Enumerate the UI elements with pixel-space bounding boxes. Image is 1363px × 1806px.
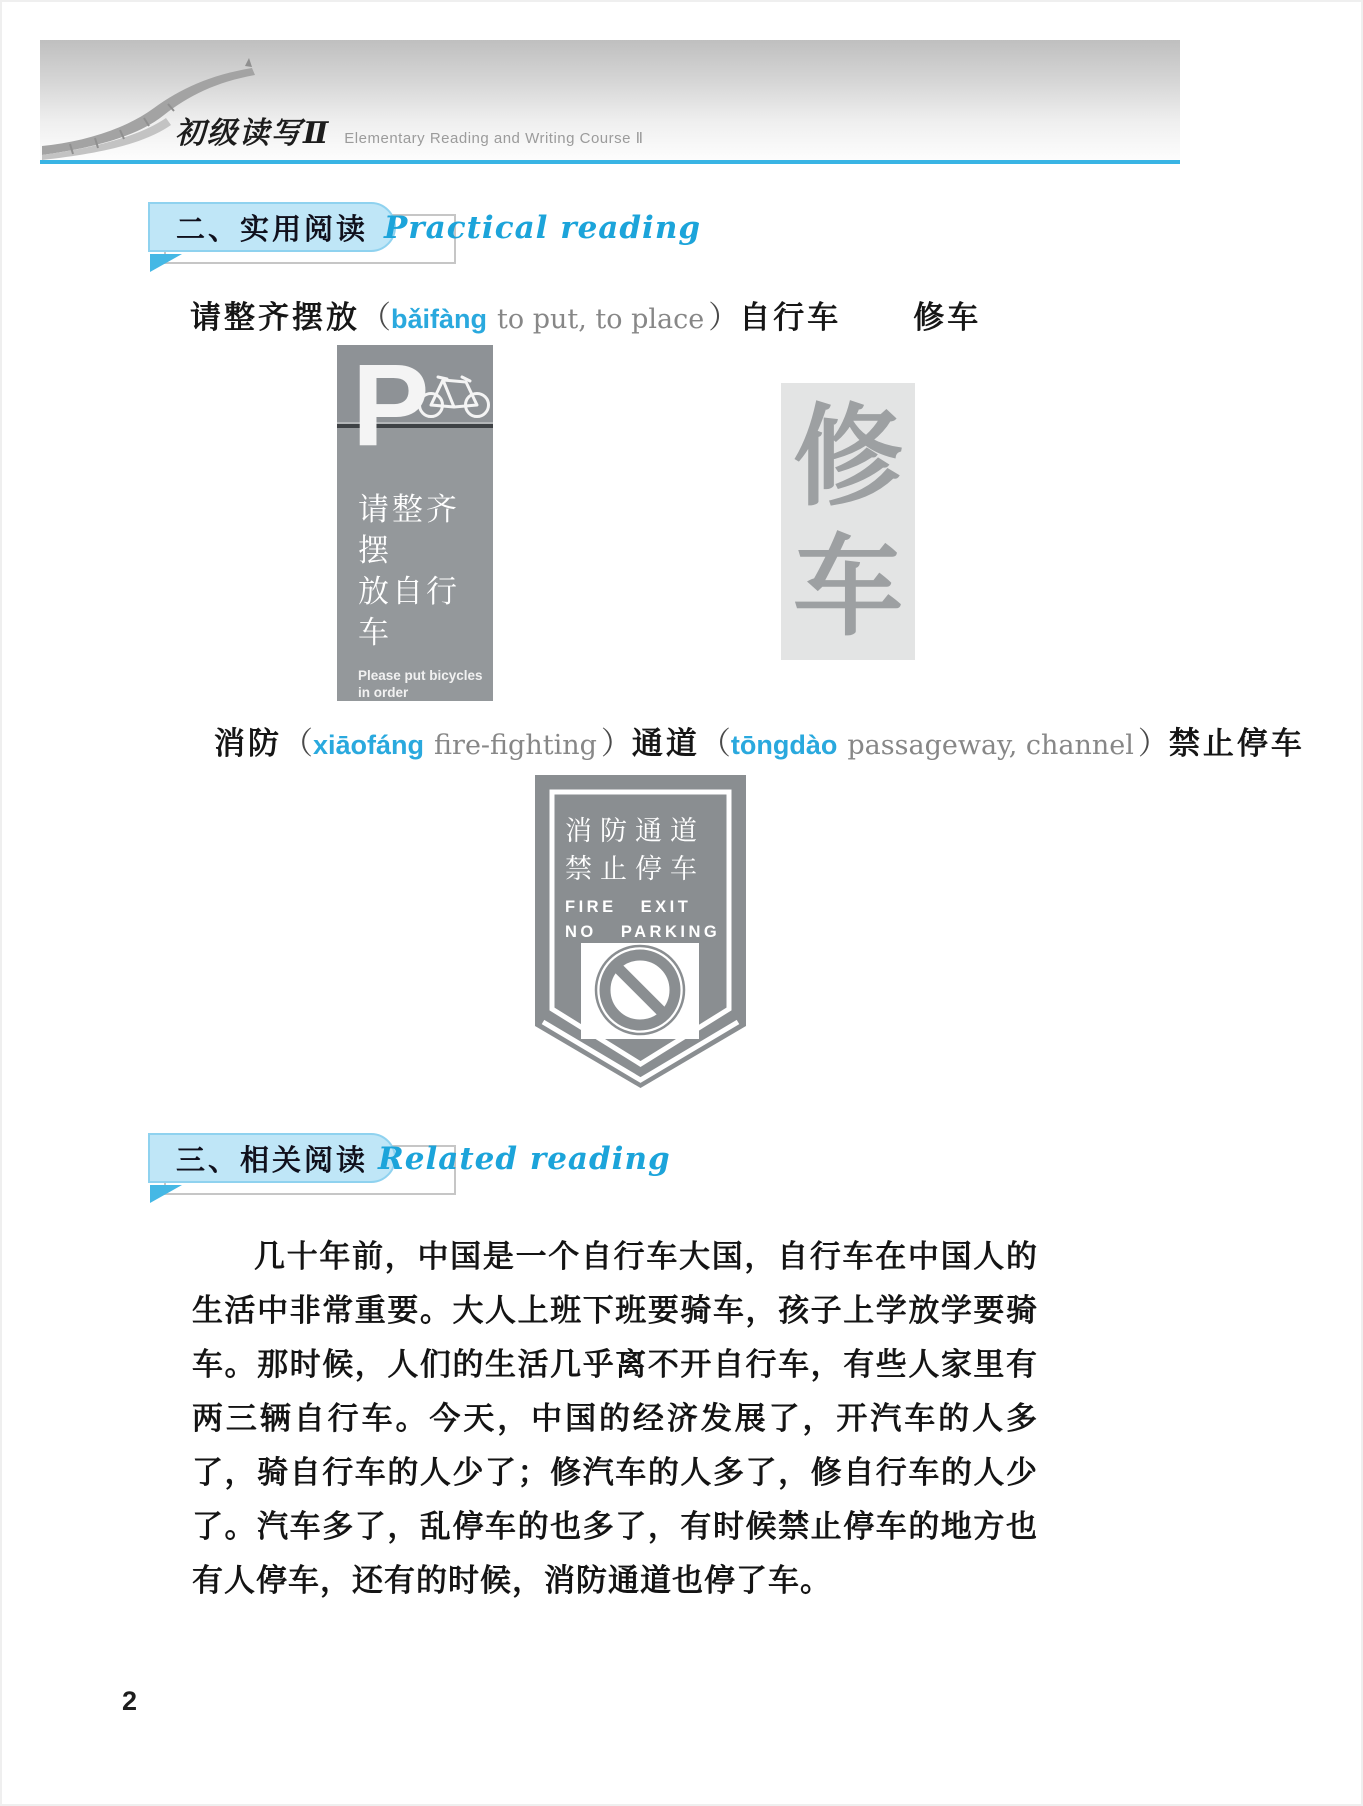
fire-sign-cn-line2: 禁止停车 — [565, 854, 705, 885]
sign-en-line1: Please put bicycles — [358, 667, 483, 683]
fire-sign-cn-line1: 消防通道 — [565, 816, 705, 847]
page-number: 2 — [122, 1686, 138, 1716]
header-divider-line — [40, 160, 1180, 164]
pinyin-tongdao: tōngdào — [730, 730, 838, 760]
caption-cn-noparking: 禁止停车 — [1168, 726, 1305, 762]
fire-exit-sign — [535, 775, 746, 1091]
book-title-chinese: 初级读写Ⅱ — [175, 116, 331, 151]
caption-line-baifang — [190, 292, 981, 337]
bicycle-icon — [416, 367, 492, 419]
heading-corner-fold-icon — [150, 254, 182, 272]
heading-pill — [148, 1133, 396, 1183]
heading-text-cn: 三、相关阅读 — [175, 1144, 368, 1177]
caption-cn-repair: 修车 — [913, 300, 982, 336]
caption-line-xiaofang — [214, 718, 1305, 763]
paren-close: ） — [708, 300, 740, 336]
gloss-tongdao: passageway, channel — [847, 730, 1134, 761]
bike-repair-sign — [781, 383, 915, 660]
heading-text-cn: 二、实用阅读 — [175, 213, 368, 246]
fire-sign-text — [565, 813, 720, 945]
heading-related-english: Related reading — [378, 1141, 671, 1177]
bicycle-parking-sign — [337, 340, 493, 701]
caption-cn-text: 请整齐摆放 — [190, 300, 360, 336]
repair-sign-char2: 车 — [793, 521, 903, 651]
heading-corner-fold-icon — [150, 1185, 182, 1203]
gloss-baifang: to put, to place — [497, 304, 705, 335]
parking-p-symbol: P — [352, 340, 430, 470]
related-reading-paragraph: 几十年前，中国是一个自行车大国，自行车在中国人的生活中非常重要。大人上班下班要骑车，孩子上学放学要骑车。那时候，人们的生活几乎离不开自行车，有些人家里有两三辆自行车。今天，中国的经济发展了，开汽车的人多了，骑自行车的人少了；修汽车的人多了，修自行车的人少了。汽车多了，乱停车的也多了，有时候禁止停车的地方也有人停车，还有的时候，消防通道也停了车。 — [192, 1239, 1038, 1599]
paren-close-2: ） — [1137, 726, 1169, 762]
heading-practical-english: Practical reading — [384, 210, 702, 246]
sign-en-line2: in order — [358, 684, 409, 700]
repair-sign-char1: 修 — [793, 391, 903, 521]
pinyin-baifang: bǎifàng — [391, 304, 488, 334]
caption-cn-fire: 消防 — [214, 726, 282, 762]
sign-cn-line1: 请整齐摆 — [358, 491, 460, 569]
caption-cn-passage: 通道 — [631, 726, 700, 762]
no-parking-icon — [596, 946, 684, 1034]
fire-sign-en-line1: FIRE EXIT — [565, 898, 692, 916]
paren-close-1: ） — [600, 726, 632, 762]
header-titles — [175, 108, 644, 152]
paren-open-2: （ — [699, 726, 731, 762]
gloss-xiaofang: fire-fighting — [434, 730, 597, 761]
book-title-english: Elementary Reading and Writing Course Ⅱ — [344, 130, 644, 147]
pinyin-xiaofang: xiāofáng — [313, 730, 425, 760]
paren-open: （ — [360, 300, 391, 336]
parking-symbol-panel — [337, 340, 493, 470]
page-header — [40, 40, 1180, 160]
fire-sign-en-line2: NO PARKING — [565, 923, 721, 941]
paren-open-1: （ — [282, 726, 313, 762]
heading-pill — [148, 202, 396, 252]
caption-cn-bicycle: 自行车 — [739, 300, 842, 336]
sign-cn-line2: 放自行车 — [358, 573, 460, 651]
